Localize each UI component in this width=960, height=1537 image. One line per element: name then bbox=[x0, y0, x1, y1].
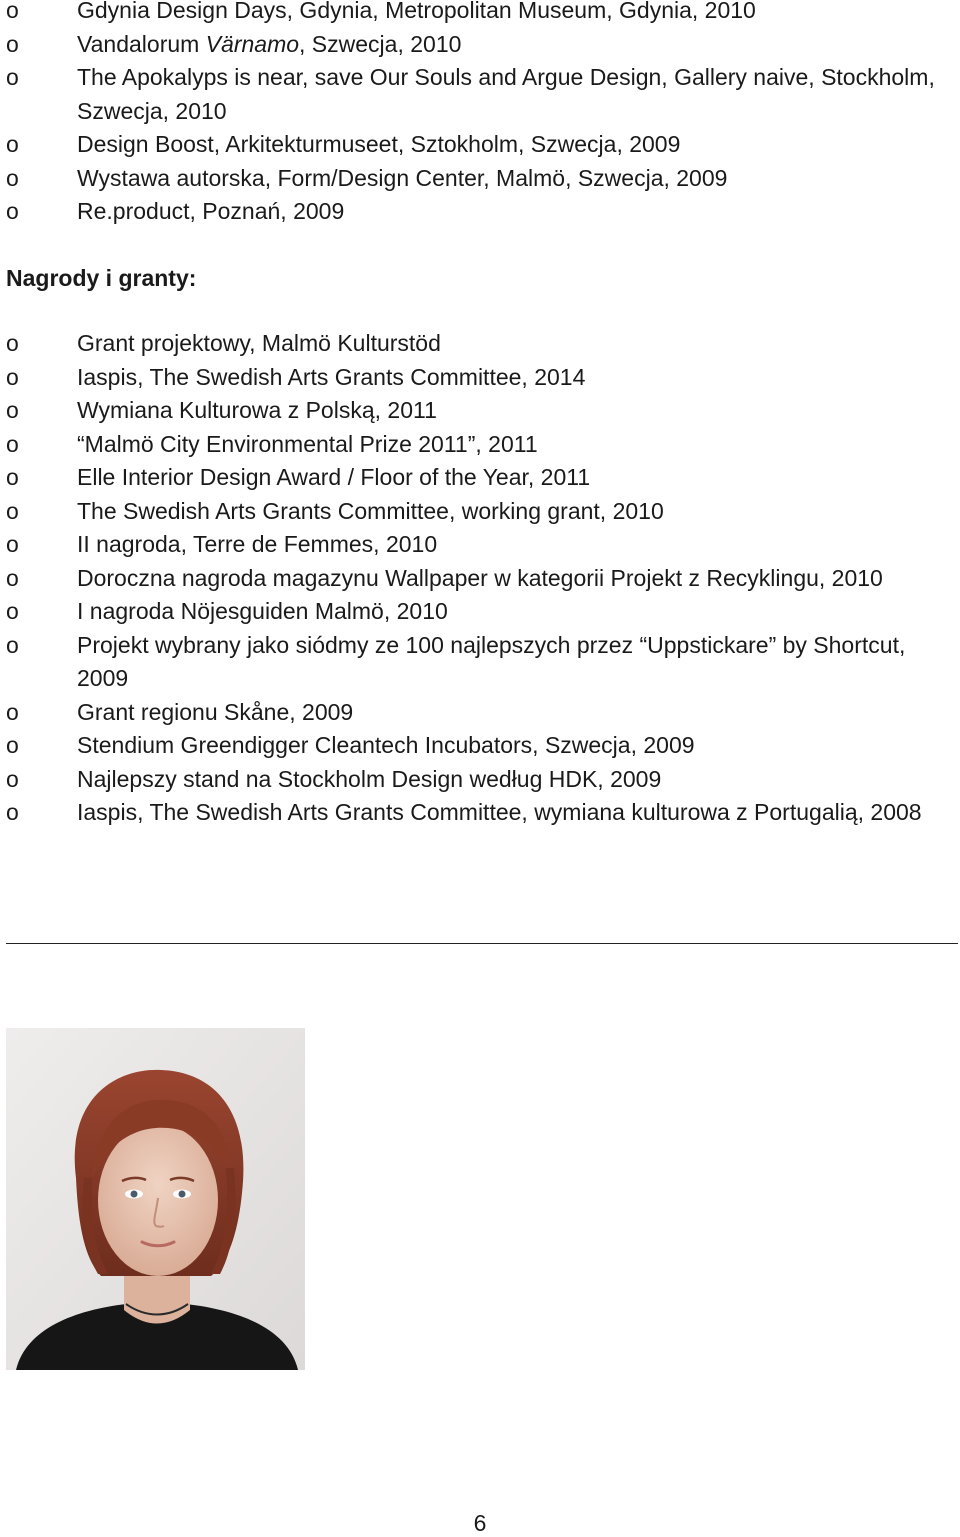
bullet-icon: o bbox=[6, 799, 19, 825]
bullet-icon: o bbox=[6, 330, 19, 356]
section-heading-awards: Nagrody i granty: bbox=[6, 265, 197, 291]
portrait-photo bbox=[6, 1028, 305, 1370]
list-item: o Iaspis, The Swedish Arts Grants Committee, wymiana kulturowa z Portugalią, 2008 bbox=[0, 796, 957, 830]
bullet-icon: o bbox=[6, 363, 19, 390]
italic-place-name: Värnamo bbox=[205, 30, 300, 57]
bullet-icon: o bbox=[6, 598, 19, 624]
list-item: o Gdynia Design Days, Gdynia, Metropolitan Museum, Gdynia, 2010 bbox=[0, 0, 957, 28]
list-item: o Stendium Greendigger Cleantech Incubators, Szwecja, 2009 bbox=[0, 729, 957, 763]
list-item: o Grant projektowy, Malmö Kulturstöd bbox=[0, 327, 957, 361]
bullet-icon: o bbox=[6, 531, 19, 557]
exhibitions-list bbox=[0, 0, 957, 229]
list-item: o Elle Interior Design Award / Floor of the Year, 2011 bbox=[0, 461, 957, 495]
bullet-icon: o bbox=[6, 464, 19, 490]
list-item: o Grant regionu Skåne, 2009 bbox=[0, 696, 957, 730]
list-item: o Projekt wybrany jako siódmy ze 100 najlepszych przez “Uppstickare” by Shortcut, 2009 bbox=[0, 629, 957, 696]
list-item: o II nagroda, Terre de Femmes, 2010 bbox=[0, 528, 957, 562]
bullet-icon: o bbox=[6, 765, 19, 792]
page-number: 6 bbox=[473, 1510, 487, 1536]
bullet-icon: o bbox=[6, 497, 19, 524]
bullet-icon: o bbox=[6, 698, 19, 725]
list-item: o I nagroda Nöjesguiden Malmö, 2010 bbox=[0, 595, 957, 629]
list-item: o Najlepszy stand na Stockholm Design według HDK, 2009 bbox=[0, 763, 957, 797]
list-item: o Wystawa autorska, Form/Design Center, Malmö, Szwecja, 2009 bbox=[0, 162, 957, 196]
list-item: o Design Boost, Arkitekturmuseet, Sztokholm, Szwecja, 2009 bbox=[0, 128, 957, 162]
bullet-icon: o bbox=[6, 732, 19, 758]
bullet-icon: o bbox=[6, 0, 19, 23]
awards-list bbox=[0, 327, 957, 830]
list-item: o The Swedish Arts Grants Committee, working grant, 2010 bbox=[0, 495, 957, 529]
bullet-icon: o bbox=[6, 30, 19, 57]
bullet-icon: o bbox=[6, 131, 19, 157]
bullet-icon: o bbox=[6, 397, 19, 423]
list-item: o “Malmö City Environmental Prize 2011”, 2011 bbox=[0, 428, 957, 462]
list-item: o Iaspis, The Swedish Arts Grants Committee, 2014 bbox=[0, 361, 957, 395]
list-item: o Wymiana Kulturowa z Polską, 2011 bbox=[0, 394, 957, 428]
list-item: o Re.product, Poznań, 2009 bbox=[0, 195, 957, 229]
bullet-icon: o bbox=[6, 198, 19, 224]
bullet-icon: o bbox=[6, 430, 19, 457]
horizontal-divider bbox=[6, 943, 958, 944]
bullet-icon: o bbox=[6, 164, 19, 191]
bullet-icon: o bbox=[6, 564, 19, 591]
list-item: o Doroczna nagroda magazynu Wallpaper w kategorii Projekt z Recyklingu, 2010 bbox=[0, 562, 957, 596]
list-item: o Vandalorum Värnamo, Szwecja, 2010 bbox=[0, 28, 957, 62]
bullet-icon: o bbox=[6, 631, 19, 658]
list-item: o The Apokalyps is near, save Our Souls and Argue Design, Gallery naive, Stockholm, Szwecja, 2010 bbox=[0, 61, 957, 128]
bullet-icon: o bbox=[6, 64, 19, 90]
portrait-illustration bbox=[6, 1028, 305, 1370]
